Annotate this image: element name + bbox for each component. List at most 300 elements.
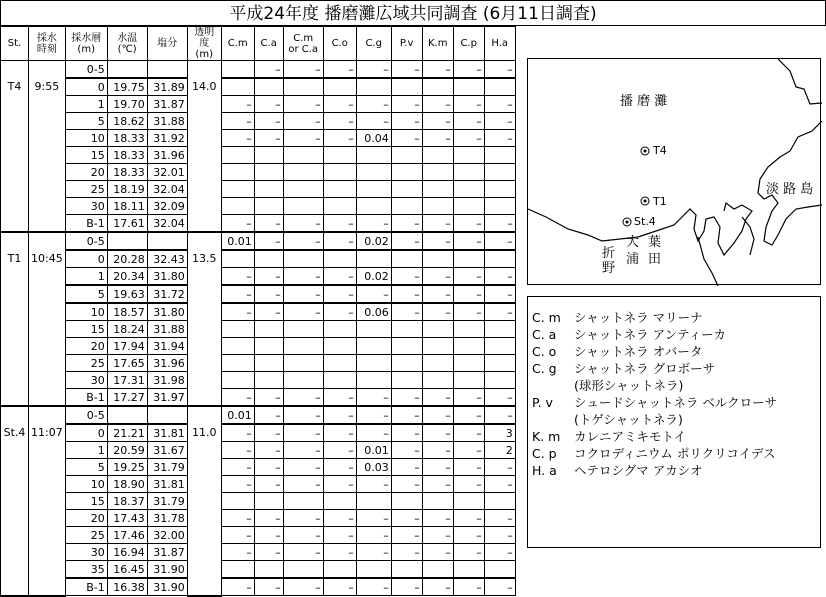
column-header: C.a	[254, 27, 283, 61]
cell-count: –	[283, 544, 323, 561]
table-row	[1, 578, 516, 596]
salinity-cell	[147, 232, 187, 250]
cell-count: –	[221, 113, 254, 130]
legend-item	[528, 309, 820, 326]
cell-count: –	[484, 268, 515, 286]
cell-count	[484, 493, 515, 510]
salinity-cell: 31.78	[147, 510, 187, 527]
cell-count	[221, 78, 254, 96]
cell-count: –	[221, 268, 254, 286]
legend-item	[528, 394, 820, 411]
salinity-cell: 32.04	[147, 181, 187, 198]
legend-code: P. v	[532, 395, 553, 410]
cell-count: –	[221, 285, 254, 303]
cell-count	[422, 493, 453, 510]
salinity-cell: 31.90	[147, 578, 187, 596]
cell-count: –	[422, 232, 453, 250]
table-row	[1, 268, 516, 286]
depth-cell: 0	[65, 250, 107, 268]
cell-count	[356, 561, 391, 579]
legend-name: ヘテロシグマ アカシオ	[574, 463, 703, 478]
depth-cell: 25	[65, 181, 107, 198]
cell-count	[323, 198, 356, 215]
cell-count: –	[283, 268, 323, 286]
cell-count	[356, 321, 391, 338]
cell-count: –	[254, 476, 283, 493]
cell-count	[484, 198, 515, 215]
table-row	[1, 198, 516, 215]
cell-count	[422, 372, 453, 389]
cell-count: –	[422, 459, 453, 476]
table-row	[1, 561, 516, 579]
depth-cell: 35	[65, 561, 107, 579]
cell-count	[221, 561, 254, 579]
cell-count: –	[453, 406, 484, 424]
cell-count: –	[356, 424, 391, 442]
temp-cell: 17.94	[107, 338, 147, 355]
cell-count	[356, 78, 391, 96]
depth-cell: 25	[65, 527, 107, 544]
temp-cell: 18.57	[107, 303, 147, 321]
temp-cell: 16.94	[107, 544, 147, 561]
cell-count: –	[422, 389, 453, 407]
cell-count: –	[453, 578, 484, 596]
cell-count	[254, 181, 283, 198]
legend-item	[528, 360, 820, 377]
cell-count: –	[391, 268, 422, 286]
cell-count: –	[323, 285, 356, 303]
column-header: P.v	[391, 27, 422, 61]
cell-count	[283, 372, 323, 389]
cell-count	[391, 561, 422, 579]
page-title: 平成24年度 播磨灘広域共同調査 (6月11日調査)	[0, 0, 826, 26]
legend-code: C. g	[532, 361, 557, 376]
cell-count: –	[356, 389, 391, 407]
table-row	[1, 215, 516, 233]
legend-name: コクロディニウム ポリクリコイデス	[574, 446, 776, 461]
cell-count: –	[254, 303, 283, 321]
cell-count	[391, 338, 422, 355]
legend-code: K. m	[532, 429, 561, 444]
cell-count: –	[391, 285, 422, 303]
cell-count: –	[453, 510, 484, 527]
depth-cell: 25	[65, 355, 107, 372]
cell-count	[453, 372, 484, 389]
column-header: H.a	[484, 27, 515, 61]
cell-count	[356, 372, 391, 389]
salinity-cell: 32.09	[147, 198, 187, 215]
coastline-svg	[528, 59, 822, 286]
cell-count	[484, 355, 515, 372]
cell-count: 0.01	[356, 442, 391, 459]
cell-count	[422, 561, 453, 579]
cell-count: –	[356, 544, 391, 561]
legend-subname: (トゲシャットネラ)	[574, 412, 683, 427]
cell-count: –	[422, 527, 453, 544]
table-row	[1, 303, 516, 321]
legend-code: C. m	[532, 310, 561, 325]
cell-count: –	[453, 232, 484, 250]
cell-count: –	[453, 459, 484, 476]
cell-count: –	[323, 61, 356, 79]
cell-count: –	[356, 215, 391, 233]
cell-count	[283, 321, 323, 338]
depth-cell: B-1	[65, 578, 107, 596]
cell-count: 0.01	[221, 406, 254, 424]
place-label-6: 田	[648, 252, 662, 267]
cell-count	[323, 321, 356, 338]
cell-count: –	[422, 578, 453, 596]
cell-count: –	[254, 510, 283, 527]
depth-cell: 0	[65, 424, 107, 442]
cell-count: –	[221, 130, 254, 147]
cell-count	[254, 372, 283, 389]
cell-count	[453, 181, 484, 198]
cell-count: –	[391, 389, 422, 407]
cell-count: –	[453, 130, 484, 147]
cell-count: –	[221, 544, 254, 561]
table-header	[1, 27, 516, 61]
cell-count: –	[484, 303, 515, 321]
temp-cell: 18.33	[107, 164, 147, 181]
temp-cell: 17.65	[107, 355, 147, 372]
cell-count: –	[221, 527, 254, 544]
cell-count: –	[221, 96, 254, 113]
temp-cell: 20.59	[107, 442, 147, 459]
cell-count	[283, 198, 323, 215]
cell-count: –	[391, 130, 422, 147]
column-header: C.m or C.a	[283, 27, 323, 61]
cell-count	[283, 338, 323, 355]
cell-count	[254, 164, 283, 181]
column-header: C.o	[323, 27, 356, 61]
cell-count	[356, 164, 391, 181]
cell-count: –	[254, 424, 283, 442]
cell-count: –	[484, 113, 515, 130]
cell-count: –	[391, 113, 422, 130]
cell-count	[453, 78, 484, 96]
temp-cell: 20.28	[107, 250, 147, 268]
cell-count	[453, 147, 484, 164]
cell-count: –	[391, 96, 422, 113]
cell-count: 0.04	[356, 130, 391, 147]
cell-count	[254, 78, 283, 96]
salinity-cell: 31.98	[147, 372, 187, 389]
cell-count: –	[254, 130, 283, 147]
cell-count	[391, 164, 422, 181]
cell-count	[391, 250, 422, 268]
table-row	[1, 321, 516, 338]
table-row	[1, 164, 516, 181]
point-label-t1: T1	[653, 195, 667, 208]
cell-count: –	[221, 303, 254, 321]
station-marker-st4	[623, 218, 631, 226]
cell-count: 0.02	[356, 268, 391, 286]
cell-count: –	[422, 303, 453, 321]
island-label: 淡 路 島	[766, 182, 814, 197]
salinity-cell: 31.88	[147, 321, 187, 338]
temp-cell: 18.37	[107, 493, 147, 510]
temp-cell: 18.19	[107, 181, 147, 198]
cell-count: –	[391, 61, 422, 79]
table-row	[1, 285, 516, 303]
depth-cell: 1	[65, 442, 107, 459]
column-header: 塩分	[147, 27, 187, 61]
temp-cell: 18.33	[107, 130, 147, 147]
cell-count	[221, 181, 254, 198]
sea-label: 播 磨 灘	[620, 94, 668, 109]
cell-count	[391, 355, 422, 372]
cell-count	[484, 181, 515, 198]
cell-count: –	[484, 578, 515, 596]
cell-count	[422, 181, 453, 198]
table-row	[1, 78, 516, 96]
cell-count: –	[453, 303, 484, 321]
cell-count	[323, 355, 356, 372]
table-row	[1, 232, 516, 250]
cell-count: –	[283, 285, 323, 303]
cell-count	[323, 372, 356, 389]
column-header: C.m	[221, 27, 254, 61]
cell-count	[221, 147, 254, 164]
legend-name: シュードシャットネラ ベルクローサ	[574, 395, 778, 410]
temp-cell: 19.70	[107, 96, 147, 113]
cell-count: –	[391, 303, 422, 321]
place-label-5: 浦	[626, 252, 640, 267]
cell-count: –	[323, 424, 356, 442]
cell-count: –	[254, 442, 283, 459]
cell-count	[254, 198, 283, 215]
depth-cell: 20	[65, 164, 107, 181]
depth-cell: 1	[65, 268, 107, 286]
temp-cell: 21.21	[107, 424, 147, 442]
temp-cell: 17.31	[107, 372, 147, 389]
cell-count	[254, 321, 283, 338]
legend-item	[528, 343, 820, 360]
cell-count	[391, 78, 422, 96]
cell-count: –	[453, 527, 484, 544]
salinity-cell: 31.72	[147, 285, 187, 303]
depth-cell: 5	[65, 285, 107, 303]
cell-count	[283, 181, 323, 198]
cell-count	[221, 198, 254, 215]
cell-count	[221, 250, 254, 268]
cell-count	[323, 78, 356, 96]
legend-subname: (球形シャットネラ)	[574, 378, 684, 393]
salinity-cell: 31.87	[147, 544, 187, 561]
cell-count	[356, 355, 391, 372]
cell-count	[254, 250, 283, 268]
cell-count: 0.01	[221, 232, 254, 250]
cell-count	[323, 493, 356, 510]
cell-count: –	[484, 476, 515, 493]
cell-count: –	[484, 61, 515, 79]
cell-count: –	[323, 232, 356, 250]
cell-count	[283, 147, 323, 164]
cell-count: –	[254, 61, 283, 79]
cell-count	[422, 147, 453, 164]
cell-count	[221, 338, 254, 355]
cell-count: –	[453, 215, 484, 233]
cell-count: –	[254, 406, 283, 424]
cell-count	[283, 493, 323, 510]
depth-cell: 20	[65, 338, 107, 355]
cell-count	[484, 78, 515, 96]
cell-count: –	[283, 130, 323, 147]
cell-count: –	[391, 510, 422, 527]
temp-cell: 17.27	[107, 389, 147, 407]
salinity-cell: 31.97	[147, 389, 187, 407]
cell-count	[221, 355, 254, 372]
cell-count	[356, 147, 391, 164]
cell-count: –	[422, 510, 453, 527]
column-header: K.m	[422, 27, 453, 61]
cell-count: –	[356, 527, 391, 544]
table-row	[1, 510, 516, 527]
cell-count	[484, 250, 515, 268]
cell-count: –	[391, 442, 422, 459]
cell-count	[254, 147, 283, 164]
salinity-cell: 31.81	[147, 424, 187, 442]
cell-count: 2	[484, 442, 515, 459]
cell-count: –	[356, 113, 391, 130]
legend-name: シャットネラ アンティーカ	[574, 327, 726, 342]
cell-count	[221, 372, 254, 389]
cell-count	[391, 493, 422, 510]
cell-count	[422, 321, 453, 338]
cell-count: –	[453, 268, 484, 286]
cell-count: –	[422, 61, 453, 79]
cell-count	[323, 164, 356, 181]
cell-count	[356, 338, 391, 355]
species-legend	[527, 296, 821, 548]
cell-count: –	[283, 215, 323, 233]
cell-count: –	[323, 527, 356, 544]
temp-cell	[107, 61, 147, 79]
cell-count	[422, 250, 453, 268]
salinity-cell: 31.67	[147, 442, 187, 459]
depth-cell: 20	[65, 510, 107, 527]
cell-count: –	[254, 459, 283, 476]
cell-count: –	[422, 113, 453, 130]
cell-count: –	[356, 96, 391, 113]
legend-name: シャットネラ オバータ	[574, 344, 703, 359]
cell-count	[422, 164, 453, 181]
cell-count: –	[453, 285, 484, 303]
cell-count	[484, 338, 515, 355]
depth-cell: B-1	[65, 215, 107, 233]
temp-cell: 18.62	[107, 113, 147, 130]
cell-count: –	[221, 578, 254, 596]
cell-count: –	[323, 406, 356, 424]
depth-cell: 0-5	[65, 232, 107, 250]
cell-count	[356, 198, 391, 215]
salinity-cell: 31.79	[147, 459, 187, 476]
cell-count: –	[484, 232, 515, 250]
cell-count: –	[283, 510, 323, 527]
temp-cell: 16.45	[107, 561, 147, 579]
salinity-cell: 32.01	[147, 164, 187, 181]
cell-count: –	[323, 476, 356, 493]
cell-count	[422, 78, 453, 96]
column-header: St.	[1, 27, 29, 61]
point-label-t4: T4	[653, 144, 667, 157]
place-label-4: 野	[602, 261, 616, 276]
salinity-cell	[147, 406, 187, 424]
cell-count: –	[391, 424, 422, 442]
cell-count	[422, 198, 453, 215]
salinity-cell	[147, 61, 187, 79]
cell-count	[254, 338, 283, 355]
cell-count	[356, 181, 391, 198]
table-row	[1, 527, 516, 544]
cell-count: –	[323, 459, 356, 476]
depth-cell: 10	[65, 476, 107, 493]
survey-table	[0, 26, 516, 597]
cell-count: –	[391, 544, 422, 561]
cell-count	[356, 493, 391, 510]
cell-count: –	[422, 130, 453, 147]
table-row	[1, 459, 516, 476]
salinity-cell: 31.81	[147, 476, 187, 493]
cell-count: –	[484, 96, 515, 113]
column-header: 採水層 (m)	[65, 27, 107, 61]
cell-count: –	[391, 215, 422, 233]
table-row	[1, 181, 516, 198]
cell-count: –	[391, 406, 422, 424]
temp-cell: 18.24	[107, 321, 147, 338]
temp-cell: 19.25	[107, 459, 147, 476]
cell-count: –	[356, 476, 391, 493]
cell-count	[323, 181, 356, 198]
table-row	[1, 250, 516, 268]
cell-count: –	[254, 578, 283, 596]
cell-count	[391, 198, 422, 215]
legend-item	[528, 445, 820, 462]
temp-cell: 18.90	[107, 476, 147, 493]
cell-count: –	[221, 442, 254, 459]
cell-count: 0.06	[356, 303, 391, 321]
cell-count: –	[422, 215, 453, 233]
cell-count: –	[323, 544, 356, 561]
temp-cell: 17.46	[107, 527, 147, 544]
cell-count: –	[422, 544, 453, 561]
cell-count	[254, 561, 283, 579]
cell-count: –	[254, 268, 283, 286]
cell-count	[254, 355, 283, 372]
station-marker-t4	[641, 147, 649, 155]
column-header: C.g	[356, 27, 391, 61]
time-cell: 9:55	[29, 61, 66, 233]
salinity-cell: 31.88	[147, 113, 187, 130]
salinity-cell: 32.00	[147, 527, 187, 544]
salinity-cell: 31.79	[147, 493, 187, 510]
cell-count: –	[221, 424, 254, 442]
cell-count	[356, 250, 391, 268]
cell-count: –	[422, 476, 453, 493]
cell-count: –	[283, 476, 323, 493]
cell-count: –	[356, 285, 391, 303]
cell-count: 3	[484, 424, 515, 442]
cell-count	[283, 78, 323, 96]
cell-count: –	[484, 130, 515, 147]
salinity-cell: 31.87	[147, 96, 187, 113]
cell-count: –	[323, 113, 356, 130]
table-row	[1, 130, 516, 147]
column-header: C.p	[453, 27, 484, 61]
depth-cell: 30	[65, 198, 107, 215]
cell-count: –	[254, 544, 283, 561]
